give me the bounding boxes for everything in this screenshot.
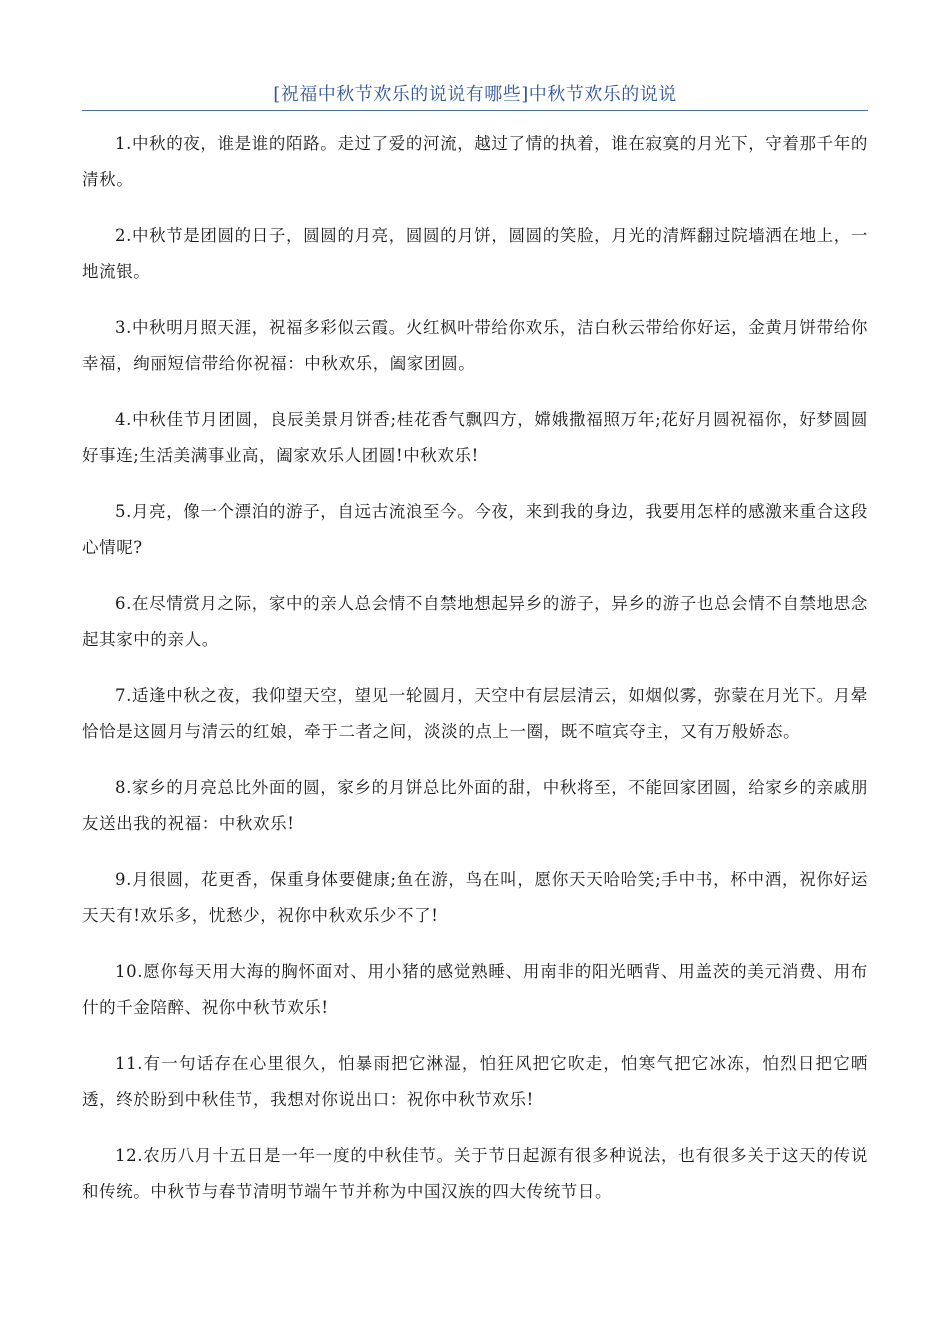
paragraph-4: 4.中秋佳节月团圆，良辰美景月饼香;桂花香气飘四方，嫦娥撒福照万年;花好月圆祝福你，好梦圆圆好事连;生活美满事业高，阖家欢乐人团圆!中秋欢乐! [82,410,868,465]
paragraph-10: 10.愿你每天用大海的胸怀面对、用小猪的感觉熟睡、用南非的阳光晒背、用盖茨的美元消费、用布什的千金陪醉、祝你中秋节欢乐! [82,962,868,1017]
document-body [82,126,868,1230]
paragraph-2: 2.中秋节是团圆的日子，圆圆的月亮，圆圆的月饼，圆圆的笑脸，月光的清辉翻过院墙洒在地上，一地流银。 [82,226,868,281]
paragraph-5: 5.月亮，像一个漂泊的游子，自远古流浪至今。今夜，来到我的身边，我要用怎样的感激来重合这段心情呢? [82,502,868,557]
paragraph-8: 8.家乡的月亮总比外面的圆，家乡的月饼总比外面的甜，中秋将至，不能回家团圆，给家乡的亲戚朋友送出我的祝福：中秋欢乐! [82,778,868,833]
paragraph-1: 1.中秋的夜，谁是谁的陌路。走过了爱的河流，越过了情的执着，谁在寂寞的月光下，守着那千年的清秋。 [82,134,868,189]
paragraph-9: 9.月很圆，花更香，保重身体要健康;鱼在游，鸟在叫，愿你天天哈哈笑;手中书，杯中酒，祝你好运天天有!欢乐多，忧愁少，祝你中秋欢乐少不了! [82,870,868,925]
paragraph-11: 11.有一句话存在心里很久，怕暴雨把它淋湿，怕狂风把它吹走，怕寒气把它冰冻，怕烈日把它晒透，终於盼到中秋佳节，我想对你说出口：祝你中秋节欢乐! [82,1054,868,1109]
paragraph-3: 3.中秋明月照天涯，祝福多彩似云霞。火红枫叶带给你欢乐，洁白秋云带给你好运，金黄月饼带给你幸福，绚丽短信带给你祝福：中秋欢乐，阖家团圆。 [82,318,868,373]
paragraph-6: 6.在尽情赏月之际，家中的亲人总会情不自禁地想起异乡的游子，异乡的游子也总会情不自禁地思念起其家中的亲人。 [82,594,868,649]
document-header [82,80,868,111]
document-title: [祝福中秋节欢乐的说说有哪些]中秋节欢乐的说说 [273,84,677,105]
paragraph-7: 7.适逢中秋之夜，我仰望天空，望见一轮圆月，天空中有层层清云，如烟似雾，弥蒙在月光下。月晕恰恰是这圆月与清云的红娘，牵于二者之间，淡淡的点上一圈，既不喧宾夺主，又有万般娇态。 [82,686,868,741]
paragraph-12: 12.农历八月十五日是一年一度的中秋佳节。关于节日起源有很多种说法，也有很多关于这天的传说和传统。中秋节与春节清明节端午节并称为中国汉族的四大传统节日。 [82,1146,868,1201]
